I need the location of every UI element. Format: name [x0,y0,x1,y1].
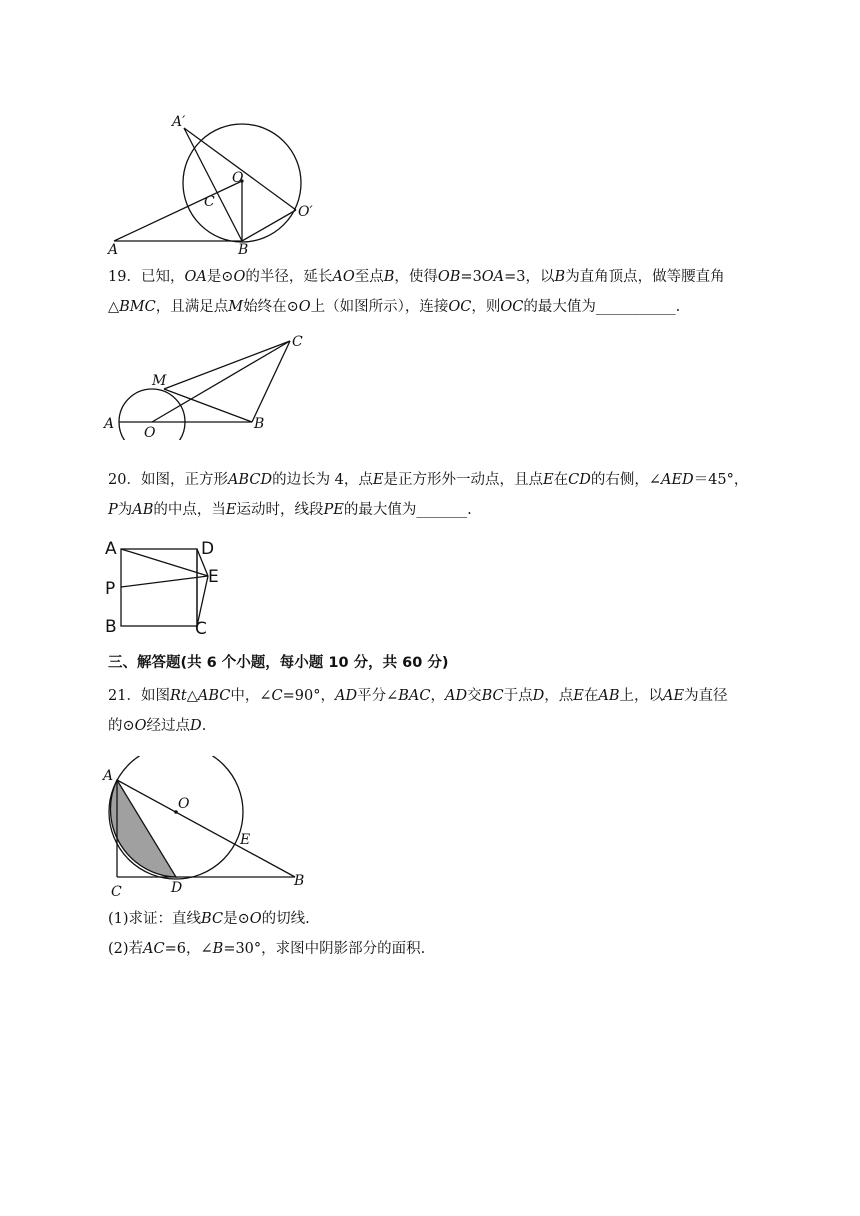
question-21-parts [108,904,768,964]
label-b: B [254,416,265,432]
label-e: E [208,567,219,587]
section-heading: 三、解答题(共 6 个小题，每小题 10 分，共 60 分) [108,655,449,671]
label-o: O [178,796,190,812]
segment-ao [114,181,242,241]
question-20: 20．如图，正方形ABCD的边长为 4，点E是正方形外一动点，且点E在CD的右侧，∠AED＝45°， P为AB的中点，当E运动时，线段PE的最大值为_______. [108,472,749,518]
label-a: A [103,768,114,784]
sub-question-2: (2)若AC=6，∠B=30°，求图中阴影部分的面积. [108,941,426,957]
label-c: C [111,884,122,900]
label-p: P [105,579,116,599]
segment-mb [164,389,252,422]
label-c: C [195,619,207,639]
label-a: A [104,416,115,432]
sub-question-1: (1)求证：直线BC是⊙O的切线. [108,911,310,927]
figure-q19 [100,330,320,440]
label-c: C [292,334,303,350]
label-a: A [105,539,117,559]
question-21: 21．如图Rt△ABC中，∠C=90°，AD平分∠BAC，AD交BC于点D，点E在AB上，以AE为直径 的⊙O经过点D. [108,688,728,734]
label-a-prime: A′ [172,114,186,130]
label-e: E [240,832,251,848]
segment-a-prime-o-prime [184,128,296,210]
question-19: 19．已知，OA是⊙O的半径，延长AO至点B，使得OB=3OA=3，以B为直角顶点，做等腰直角 △BMC，且满足点M始终在⊙O上（如图所示），连接OC，则OC的最大值为___________. [108,269,725,315]
label-o-prime: O′ [298,204,313,220]
label-m: M [152,373,167,389]
figure-circle-rotation [100,108,330,258]
label-d: D [171,880,183,896]
segment-pe [121,576,208,587]
label-b: B [105,617,117,637]
figure-q21 [100,756,320,901]
label-b: B [294,873,305,889]
segment-b-o-prime [242,210,296,241]
figure-q20 [100,534,240,644]
label-a: A [108,242,119,258]
label-c: C [204,194,215,210]
label-b: B [238,242,249,258]
segment-ae [121,549,208,576]
label-o: O [144,425,156,440]
label-d: D [201,539,215,559]
label-o: O [232,170,244,186]
